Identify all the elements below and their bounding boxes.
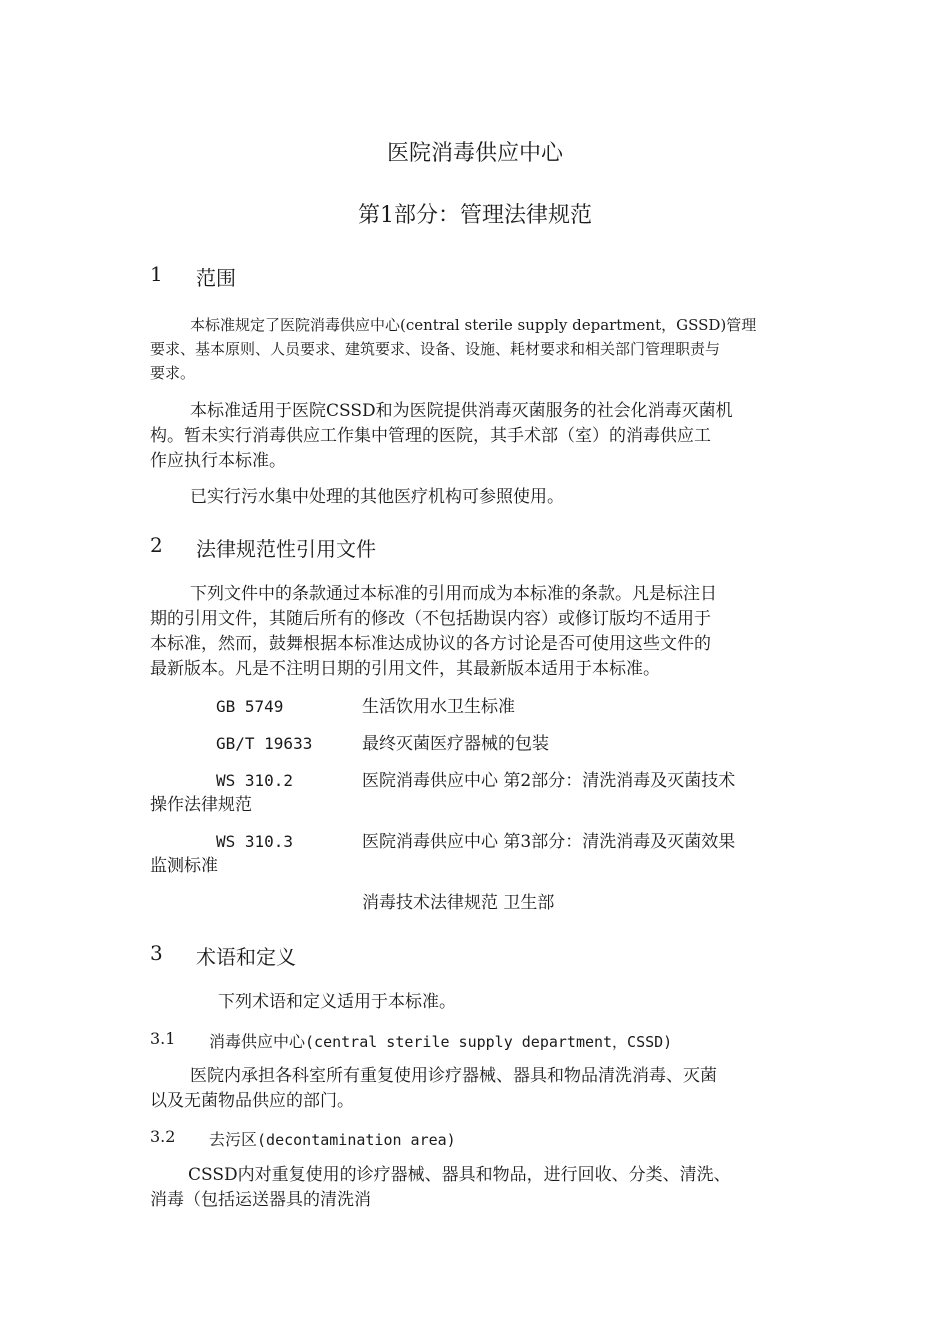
term-3-1-definition-line-1: 医院内承担各科室所有重复使用诊疗器械、器具和物品清洗消毒、灭菌 bbox=[190, 1066, 717, 1086]
term-3-1-heading bbox=[209, 1029, 672, 1052]
term-3-2-number: 3.2 bbox=[150, 1127, 176, 1146]
section-1-number: 1 bbox=[150, 262, 163, 286]
section-2-number: 2 bbox=[150, 533, 163, 557]
term-3-2-definition-line-2: 消毒（包括运送器具的清洗消 bbox=[150, 1190, 371, 1210]
ref-code: WS 310.2 bbox=[216, 771, 294, 790]
ref-code: GB 5749 bbox=[216, 697, 284, 716]
term-3-2-english: (decontamination area) bbox=[257, 1131, 456, 1149]
ref-title: 医院消毒供应中心 第2部分：清洗消毒及灭菌技术 bbox=[362, 771, 736, 791]
term-3-2-definition-line-1: CSSD内对重复使用的诊疗器械、器具和物品，进行回收、分类、清洗、 bbox=[188, 1165, 731, 1185]
ref-title-continuation: 监测标准 bbox=[150, 856, 218, 876]
section-1-para-2-line-3: 作应执行本标准。 bbox=[150, 451, 286, 471]
ref-title: 消毒技术法律规范 卫生部 bbox=[362, 893, 555, 913]
ref-title: 医院消毒供应中心 第3部分：清洗消毒及灭菌效果 bbox=[362, 832, 736, 852]
term-3-1-definition-line-2: 以及无菌物品供应的部门。 bbox=[150, 1091, 354, 1111]
section-2-para-line-3: 本标准，然而，鼓舞根据本标准达成协议的各方讨论是否可使用这些文件的 bbox=[150, 634, 711, 654]
ref-title-continuation: 操作法律规范 bbox=[150, 795, 252, 815]
term-3-1-term: 消毒供应中心 bbox=[209, 1032, 306, 1051]
section-3-heading: 术语和定义 bbox=[196, 945, 296, 969]
section-2-para-line-1: 下列文件中的条款通过本标准的引用而成为本标准的条款。凡是标注日 bbox=[190, 584, 717, 604]
section-1-heading: 范围 bbox=[196, 266, 236, 290]
section-3-intro: 下列术语和定义适用于本标准。 bbox=[218, 992, 456, 1012]
section-2-para-line-2: 期的引用文件，其随后所有的修改（不包括勘误内容）或修订版均不适用于 bbox=[150, 609, 711, 629]
document-title: 医院消毒供应中心 bbox=[386, 141, 563, 166]
section-1-para-3: 已实行污水集中处理的其他医疗机构可参照使用。 bbox=[190, 487, 564, 507]
document-subtitle: 第1部分：管理法律规范 bbox=[358, 203, 592, 228]
section-2-heading: 法律规范性引用文件 bbox=[196, 537, 376, 561]
section-1-para-1-line-1: 本标准规定了医院消毒供应中心(central sterile supply department，GSSD)管理 bbox=[190, 316, 757, 334]
term-3-1-number: 3.1 bbox=[150, 1029, 176, 1048]
term-3-1-english: (central sterile supply department，CSSD) bbox=[305, 1033, 673, 1051]
term-3-2-term: 去污区 bbox=[209, 1130, 258, 1149]
ref-title: 生活饮用水卫生标准 bbox=[362, 697, 515, 717]
section-2-para-line-4: 最新版本。凡是不注明日期的引用文件，其最新版本适用于本标准。 bbox=[150, 659, 660, 679]
section-1-para-1-line-3: 要求。 bbox=[150, 364, 196, 382]
ref-code: GB/T 19633 bbox=[216, 734, 313, 753]
section-1-para-1-line-2: 要求、基本原则、人员要求、建筑要求、设备、设施、耗材要求和相关部门管理职责与 bbox=[150, 340, 721, 358]
section-3-number: 3 bbox=[150, 941, 163, 965]
term-3-2-heading bbox=[209, 1127, 456, 1150]
section-1-para-2-line-2: 构。暂未实行消毒供应工作集中管理的医院，其手术部（室）的消毒供应工 bbox=[150, 426, 711, 446]
ref-title: 最终灭菌医疗器械的包装 bbox=[362, 734, 549, 754]
section-1-para-2-line-1: 本标准适用于医院CSSD和为医院提供消毒灭菌服务的社会化消毒灭菌机 bbox=[190, 401, 733, 421]
ref-code: WS 310.3 bbox=[216, 832, 294, 851]
